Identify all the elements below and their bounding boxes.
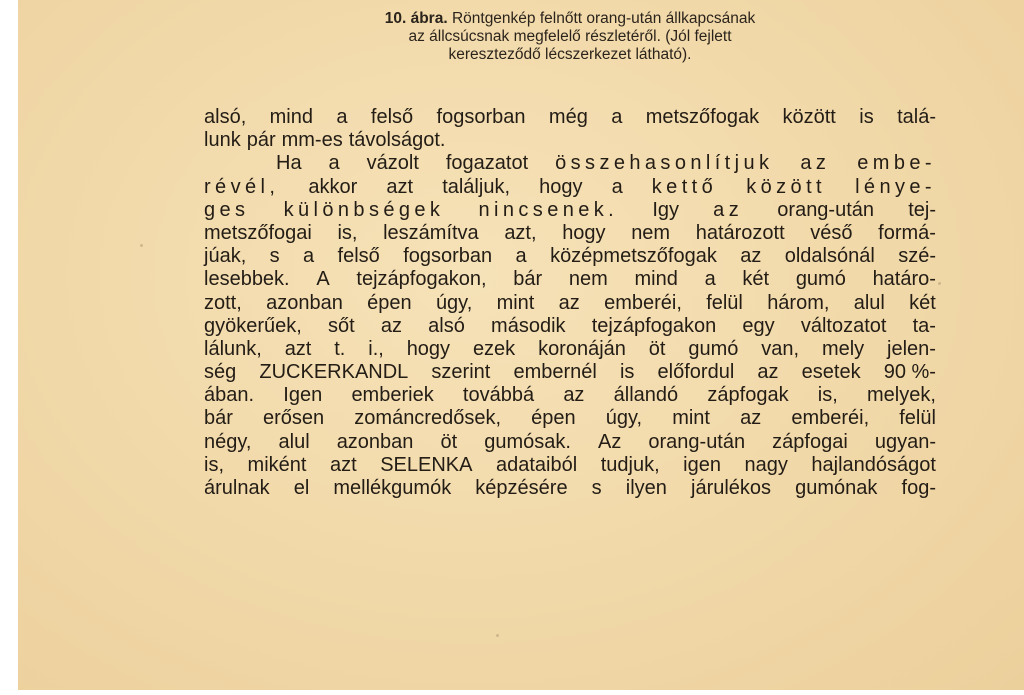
word: nagy	[744, 453, 788, 476]
text-line	[204, 199, 936, 222]
word: fogsorban	[403, 245, 493, 268]
word: lénye-	[855, 175, 936, 198]
word: felül	[899, 407, 936, 430]
word: mellékgumók	[333, 477, 452, 499]
word: két	[742, 268, 770, 291]
text-line	[204, 268, 936, 291]
word: adataiból	[495, 453, 578, 476]
word: Igen	[283, 384, 323, 407]
word: azonban	[266, 291, 343, 314]
word: között	[746, 175, 826, 198]
word: emberéi,	[604, 291, 682, 314]
text-line	[204, 129, 936, 152]
word: ges	[204, 198, 250, 221]
word: mind	[269, 106, 313, 128]
word: miként	[247, 453, 307, 476]
word: talá-	[897, 106, 936, 128]
word: az	[558, 291, 580, 314]
word: esetek	[801, 361, 861, 384]
word: előfordul	[657, 361, 735, 384]
word: között	[782, 106, 836, 128]
word: lesebbek.	[204, 268, 290, 291]
text-line	[204, 454, 936, 477]
word: SELENKA	[380, 453, 473, 476]
word: Az	[597, 430, 622, 453]
word: azt,	[504, 221, 537, 244]
caption-text-1: Röntgenkép felnőtt orang-után állkapcsának	[447, 10, 756, 27]
word: az	[713, 198, 744, 221]
word: is	[619, 361, 635, 384]
word: ZUCKERKANDL	[259, 361, 409, 384]
word: embe-	[857, 152, 936, 175]
word: emberéi,	[791, 407, 870, 430]
word: pár	[246, 129, 276, 152]
word: akkor	[308, 175, 358, 198]
word: gyökerűek,	[204, 314, 302, 337]
word: járulékos	[691, 477, 772, 499]
word: fogsorban	[436, 106, 526, 128]
word: képzésére	[475, 477, 568, 499]
word: metszőfogai	[204, 221, 312, 244]
word: vázolt	[366, 152, 419, 175]
caption-line-3: kereszteződő lécszerkezet látható).	[448, 46, 692, 63]
word: orang-után	[648, 430, 746, 453]
word: tej-	[908, 198, 936, 221]
word: még	[548, 106, 588, 128]
word: alsó	[428, 314, 465, 337]
word: az	[563, 384, 585, 407]
word: nem	[631, 221, 671, 244]
text-line	[204, 292, 936, 315]
text-line	[204, 106, 936, 129]
word: mint	[496, 291, 535, 314]
word: ta-	[912, 314, 936, 337]
word: bár	[513, 268, 543, 291]
word: azt	[386, 175, 414, 198]
word: nem	[568, 268, 608, 291]
word: s	[591, 477, 602, 499]
word: az	[800, 152, 831, 175]
word: fogazatot	[445, 152, 529, 175]
word: azonban	[336, 430, 414, 453]
word: távolságot.	[348, 129, 446, 152]
word: öt	[648, 337, 666, 360]
word: ség	[204, 361, 237, 384]
word: tejzápfogakon,	[356, 268, 487, 291]
word: felül	[706, 291, 743, 314]
word: határozott	[695, 221, 785, 244]
text-line	[204, 222, 936, 245]
word: zápfogak	[707, 384, 789, 407]
word: zománcredősek,	[354, 407, 502, 430]
word: különbségek	[283, 198, 445, 221]
word: gumónak	[795, 477, 878, 499]
text-line	[204, 361, 936, 384]
word: úgy,	[605, 407, 643, 430]
word: összehasonlítjuk	[555, 152, 774, 175]
word: igen	[683, 453, 721, 476]
word: állandó	[613, 384, 679, 407]
word: 90 %-	[883, 361, 936, 384]
word: metszőfogak	[645, 106, 760, 128]
word: ában.	[204, 384, 255, 407]
word: az	[380, 314, 402, 337]
word: júak,	[204, 245, 247, 268]
word: hogy	[406, 337, 451, 360]
text-line	[204, 338, 936, 361]
word: leszámítva	[383, 221, 479, 244]
word: az	[740, 245, 762, 268]
word: úgy,	[435, 291, 473, 314]
word: a	[336, 106, 348, 128]
word: mint	[672, 407, 710, 430]
word: mind	[634, 268, 678, 291]
word: jelen-	[887, 337, 936, 360]
word: lálunk,	[204, 337, 262, 360]
word: A	[316, 268, 330, 291]
word: tudjuk,	[600, 453, 660, 476]
word: határo-	[872, 268, 936, 291]
word: a	[515, 245, 527, 268]
word: zott,	[204, 291, 242, 314]
word: továbbá	[462, 384, 535, 407]
word: hogy	[539, 175, 583, 198]
word: változatot	[800, 314, 887, 337]
word: oldalsónál	[784, 245, 875, 268]
word: nincsenek.	[478, 198, 619, 221]
word: is	[859, 106, 874, 128]
word: fog-	[901, 477, 936, 499]
word: a	[611, 106, 623, 128]
word: melyek,	[867, 384, 936, 407]
word: mm-es	[281, 129, 343, 152]
word: is,	[204, 453, 224, 476]
caption-line-1	[290, 10, 850, 28]
word: a	[303, 245, 315, 268]
scanned-page	[18, 0, 1024, 690]
word: orang-után	[777, 198, 875, 221]
word: bár	[204, 407, 233, 430]
word: véső	[810, 221, 853, 244]
word: az	[740, 407, 762, 430]
text-line	[204, 176, 936, 199]
word: is,	[817, 384, 838, 407]
text-line	[204, 152, 936, 175]
word: találjuk,	[442, 175, 510, 198]
text-line	[204, 477, 936, 500]
word: Ha	[276, 152, 302, 175]
text-line	[204, 245, 936, 268]
word: hogy	[562, 221, 606, 244]
word: gumósak.	[484, 430, 571, 453]
word: gumó	[688, 337, 739, 360]
text-line	[204, 431, 936, 454]
word: középmetszőfogak	[550, 245, 717, 268]
word: lunk	[204, 129, 241, 152]
word: révél,	[204, 175, 280, 198]
word: alul	[278, 430, 310, 453]
word: két	[909, 291, 936, 314]
word: a	[328, 152, 340, 175]
caption-line-2: az állcsúcsnak megfelelő részletéről. (Jól fejlett	[408, 28, 732, 45]
word: alul	[853, 291, 885, 314]
word: ugyan-	[874, 430, 936, 453]
word: erősen	[263, 407, 325, 430]
word: szé-	[898, 245, 936, 268]
word: árulnak	[204, 477, 270, 499]
word: azt	[329, 453, 357, 476]
word: egy	[742, 314, 775, 337]
word: szerint	[431, 361, 491, 384]
word: is,	[337, 221, 358, 244]
text-line	[204, 407, 936, 430]
text-line	[204, 315, 936, 338]
word: van,	[761, 337, 800, 360]
word: második	[491, 314, 566, 337]
word: s	[269, 245, 280, 268]
word: ilyen	[625, 477, 667, 499]
body-paragraphs	[204, 106, 936, 500]
word: zápfogai	[772, 430, 848, 453]
word: alsó,	[204, 106, 247, 128]
word: i.,	[368, 337, 384, 360]
word: felső	[370, 106, 414, 128]
word: koronáján	[538, 337, 626, 360]
paper-speck	[140, 244, 143, 247]
word: emberiek	[351, 384, 434, 407]
word: embernél	[513, 361, 597, 384]
text-line	[204, 384, 936, 407]
word: tejzápfogakon	[591, 314, 717, 337]
word: a	[704, 268, 716, 291]
word: t.	[334, 337, 346, 360]
word: épen	[367, 291, 412, 314]
word: ezek	[472, 337, 516, 360]
figure-label: 10. ábra.	[384, 10, 448, 27]
word: épen	[531, 407, 576, 430]
word: három,	[767, 291, 830, 314]
figure-caption	[290, 10, 850, 64]
word: mely	[821, 337, 865, 360]
word: sőt	[328, 314, 355, 337]
word: formá-	[878, 221, 936, 244]
word: négy,	[204, 430, 252, 453]
word: azt	[284, 337, 312, 360]
word: Igy	[652, 198, 679, 221]
word: gumó	[795, 268, 846, 291]
word: öt	[440, 430, 458, 453]
word: az	[757, 361, 779, 384]
word: el	[293, 477, 310, 499]
word: hajlandóságot	[811, 453, 936, 476]
word: kettő	[651, 175, 718, 198]
word: a	[611, 175, 623, 198]
word: felső	[337, 245, 380, 268]
paper-speck	[496, 634, 499, 637]
paper-speck	[938, 282, 941, 285]
